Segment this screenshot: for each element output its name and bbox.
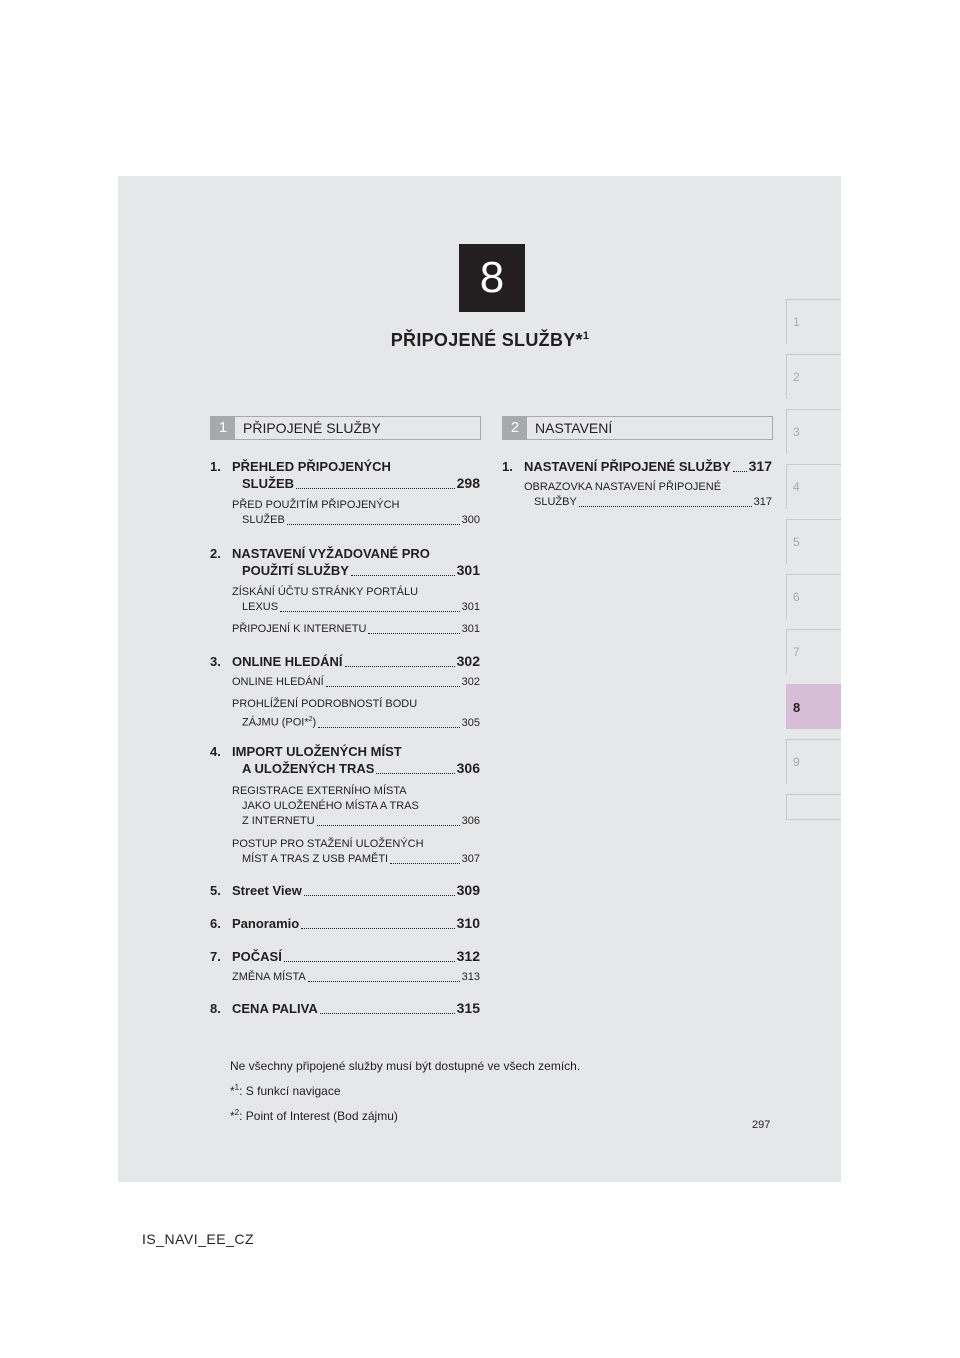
section-header-2 — [502, 416, 773, 440]
toc-page-number: 310 — [456, 915, 480, 931]
toc-entry[interactable] — [210, 915, 480, 932]
toc-entry-title: ONLINE HLEDÁNÍ — [232, 654, 343, 669]
toc-entry-title-cont: SLUŽEB — [242, 476, 294, 491]
footnote-2 — [230, 1102, 580, 1127]
toc-subentry-title-cont: SLUŽEB — [242, 514, 285, 526]
toc-entry[interactable] — [210, 653, 480, 670]
toc-entry-number: 2. — [210, 546, 221, 561]
toc-subentry[interactable] — [210, 784, 480, 829]
footnote-mark: * — [230, 1109, 235, 1123]
toc-subentry-title: ZMĚNA MÍSTA — [232, 971, 306, 983]
side-tab-7[interactable]: 7 — [786, 629, 841, 674]
toc-subentry[interactable] — [210, 498, 480, 528]
toc-entry[interactable] — [210, 545, 480, 579]
page-number: 297 — [752, 1119, 771, 1131]
toc-subentry-title-cont: MÍST A TRAS Z USB PAMĚTI — [242, 853, 389, 865]
toc-subentry-title-cont: Z INTERNETU — [242, 815, 315, 827]
toc-entry[interactable] — [210, 1000, 480, 1017]
toc-page-number: 315 — [456, 1000, 480, 1016]
footnote-text: : Point of Interest (Bod zájmu) — [239, 1109, 398, 1123]
section-number: 2 — [503, 417, 527, 439]
toc-page-number: 302 — [461, 676, 480, 688]
toc-subentry-title-cont: JAKO ULOŽENÉHO MÍSTA A TRAS — [242, 800, 419, 812]
toc-entry-number: 4. — [210, 744, 221, 759]
toc-entry-number: 3. — [210, 654, 221, 669]
toc-entry[interactable] — [502, 458, 772, 475]
toc-page-number: 301 — [461, 601, 480, 613]
side-tab-2[interactable]: 2 — [786, 354, 841, 399]
toc-entry[interactable] — [210, 948, 480, 965]
toc-page-number: 300 — [461, 514, 480, 526]
toc-entry-title: Panoramio — [232, 916, 300, 931]
toc-entry-number: 6. — [210, 916, 221, 931]
toc-page-number: 312 — [456, 948, 480, 964]
toc-subentry-title-cont: LEXUS — [242, 601, 279, 613]
toc-subentry[interactable] — [210, 675, 480, 690]
toc-page-number: 305 — [461, 716, 480, 729]
chapter-title-footnote: 1 — [582, 330, 590, 342]
footnote-text: : S funkcí navigace — [239, 1084, 341, 1098]
toc-subentry[interactable] — [210, 970, 480, 985]
toc-entry-title: NASTAVENÍ VYŽADOVANÉ PRO — [232, 546, 430, 561]
toc-page-number: 307 — [461, 853, 480, 865]
toc-subentry-title: OBRAZOVKA NASTAVENÍ PŘIPOJENÉ — [524, 481, 722, 493]
toc-entry-title: PŘEHLED PŘIPOJENÝCH — [232, 459, 391, 474]
toc-entry[interactable] — [210, 882, 480, 899]
side-tab-8[interactable]: 8 — [786, 684, 841, 729]
document-code: IS_NAVI_EE_CZ — [142, 1231, 255, 1247]
chapter-title-text: PŘIPOJENÉ SLUŽBY* — [390, 330, 583, 350]
footnote-sup: 1 — [234, 1083, 240, 1092]
toc-page-number: 301 — [456, 562, 480, 578]
toc-page-number: 317 — [748, 458, 772, 474]
toc-subentry-title-cont: SLUŽBY — [534, 496, 577, 508]
side-tab-3[interactable]: 3 — [786, 409, 841, 454]
chapter-title — [340, 330, 640, 351]
toc-page-number: 306 — [456, 760, 480, 776]
toc-subentry-title: REGISTRACE EXTERNÍHO MÍSTA — [232, 785, 407, 797]
footnote-sup: 2 — [234, 1108, 240, 1117]
availability-note: Ne všechny připojené služby musí být dostupné ve všech zemích. — [230, 1059, 581, 1073]
toc-subentry-title: ONLINE HLEDÁNÍ — [232, 676, 324, 688]
toc-subentry-title: PROHLÍŽENÍ PODROBNOSTÍ BODU — [232, 698, 418, 710]
toc-subentry[interactable] — [210, 622, 480, 637]
toc-entry-title: CENA PALIVA — [232, 1001, 318, 1016]
toc-page-number: 317 — [753, 496, 772, 508]
toc-page-number: 298 — [456, 475, 480, 491]
toc-entry-number: 7. — [210, 949, 221, 964]
toc-entry-title: NASTAVENÍ PŘIPOJENÉ SLUŽBY — [524, 459, 731, 474]
toc-entry[interactable] — [210, 743, 480, 777]
toc-entry-title-cont: A ULOŽENÝCH TRAS — [242, 761, 375, 776]
footnote-mark: * — [230, 1084, 235, 1098]
toc-entry-number: 8. — [210, 1001, 221, 1016]
toc-page-number: 301 — [461, 623, 480, 635]
section-label: PŘIPOJENÉ SLUŽBY — [243, 420, 381, 436]
toc-entry[interactable] — [210, 458, 480, 492]
toc-entry-title: Street View — [232, 883, 302, 898]
toc-subentry-title: PŘED POUŽITÍM PŘIPOJENÝCH — [232, 499, 400, 511]
toc-page-number: 313 — [461, 971, 480, 983]
toc-entry-number: 1. — [502, 459, 513, 474]
side-tab-6[interactable]: 6 — [786, 574, 841, 619]
toc-page-number: 309 — [456, 882, 480, 898]
side-tab-9[interactable]: 9 — [786, 739, 841, 784]
toc-subentry[interactable] — [210, 697, 480, 731]
toc-subentry-title-cont: ZÁJMU (POI*$^2$) — [242, 716, 317, 729]
toc-subentry-title: ZÍSKÁNÍ ÚČTU STRÁNKY PORTÁLU — [232, 586, 419, 598]
toc-entry-number: 5. — [210, 883, 221, 898]
side-tab-1[interactable]: 1 — [786, 299, 841, 344]
section-number: 1 — [211, 417, 235, 439]
section-label: NASTAVENÍ — [535, 420, 613, 436]
footnotes — [230, 1056, 580, 1127]
toc-subentry-title: PŘIPOJENÍ K INTERNETU — [232, 623, 367, 635]
side-tab-5[interactable]: 5 — [786, 519, 841, 564]
toc-subentry[interactable] — [210, 837, 480, 867]
toc-entry-title-cont: POUŽITÍ SLUŽBY — [242, 563, 349, 578]
section-header-1 — [210, 416, 481, 440]
toc-entry-title: IMPORT ULOŽENÝCH MÍST — [232, 744, 402, 759]
toc-subentry[interactable] — [502, 480, 772, 510]
toc-page-number: 306 — [461, 815, 480, 827]
side-tab-blank — [786, 794, 841, 820]
side-tab-4[interactable]: 4 — [786, 464, 841, 509]
toc-entry-number: 1. — [210, 459, 221, 474]
toc-subentry-title: POSTUP PRO STAŽENÍ ULOŽENÝCH — [232, 838, 424, 850]
toc-entry-title: POČASÍ — [232, 949, 282, 964]
toc-subentry[interactable] — [210, 585, 480, 615]
chapter-number-badge: 8 — [459, 244, 525, 312]
footnote-1 — [230, 1077, 580, 1102]
toc-page-number: 302 — [456, 653, 480, 669]
